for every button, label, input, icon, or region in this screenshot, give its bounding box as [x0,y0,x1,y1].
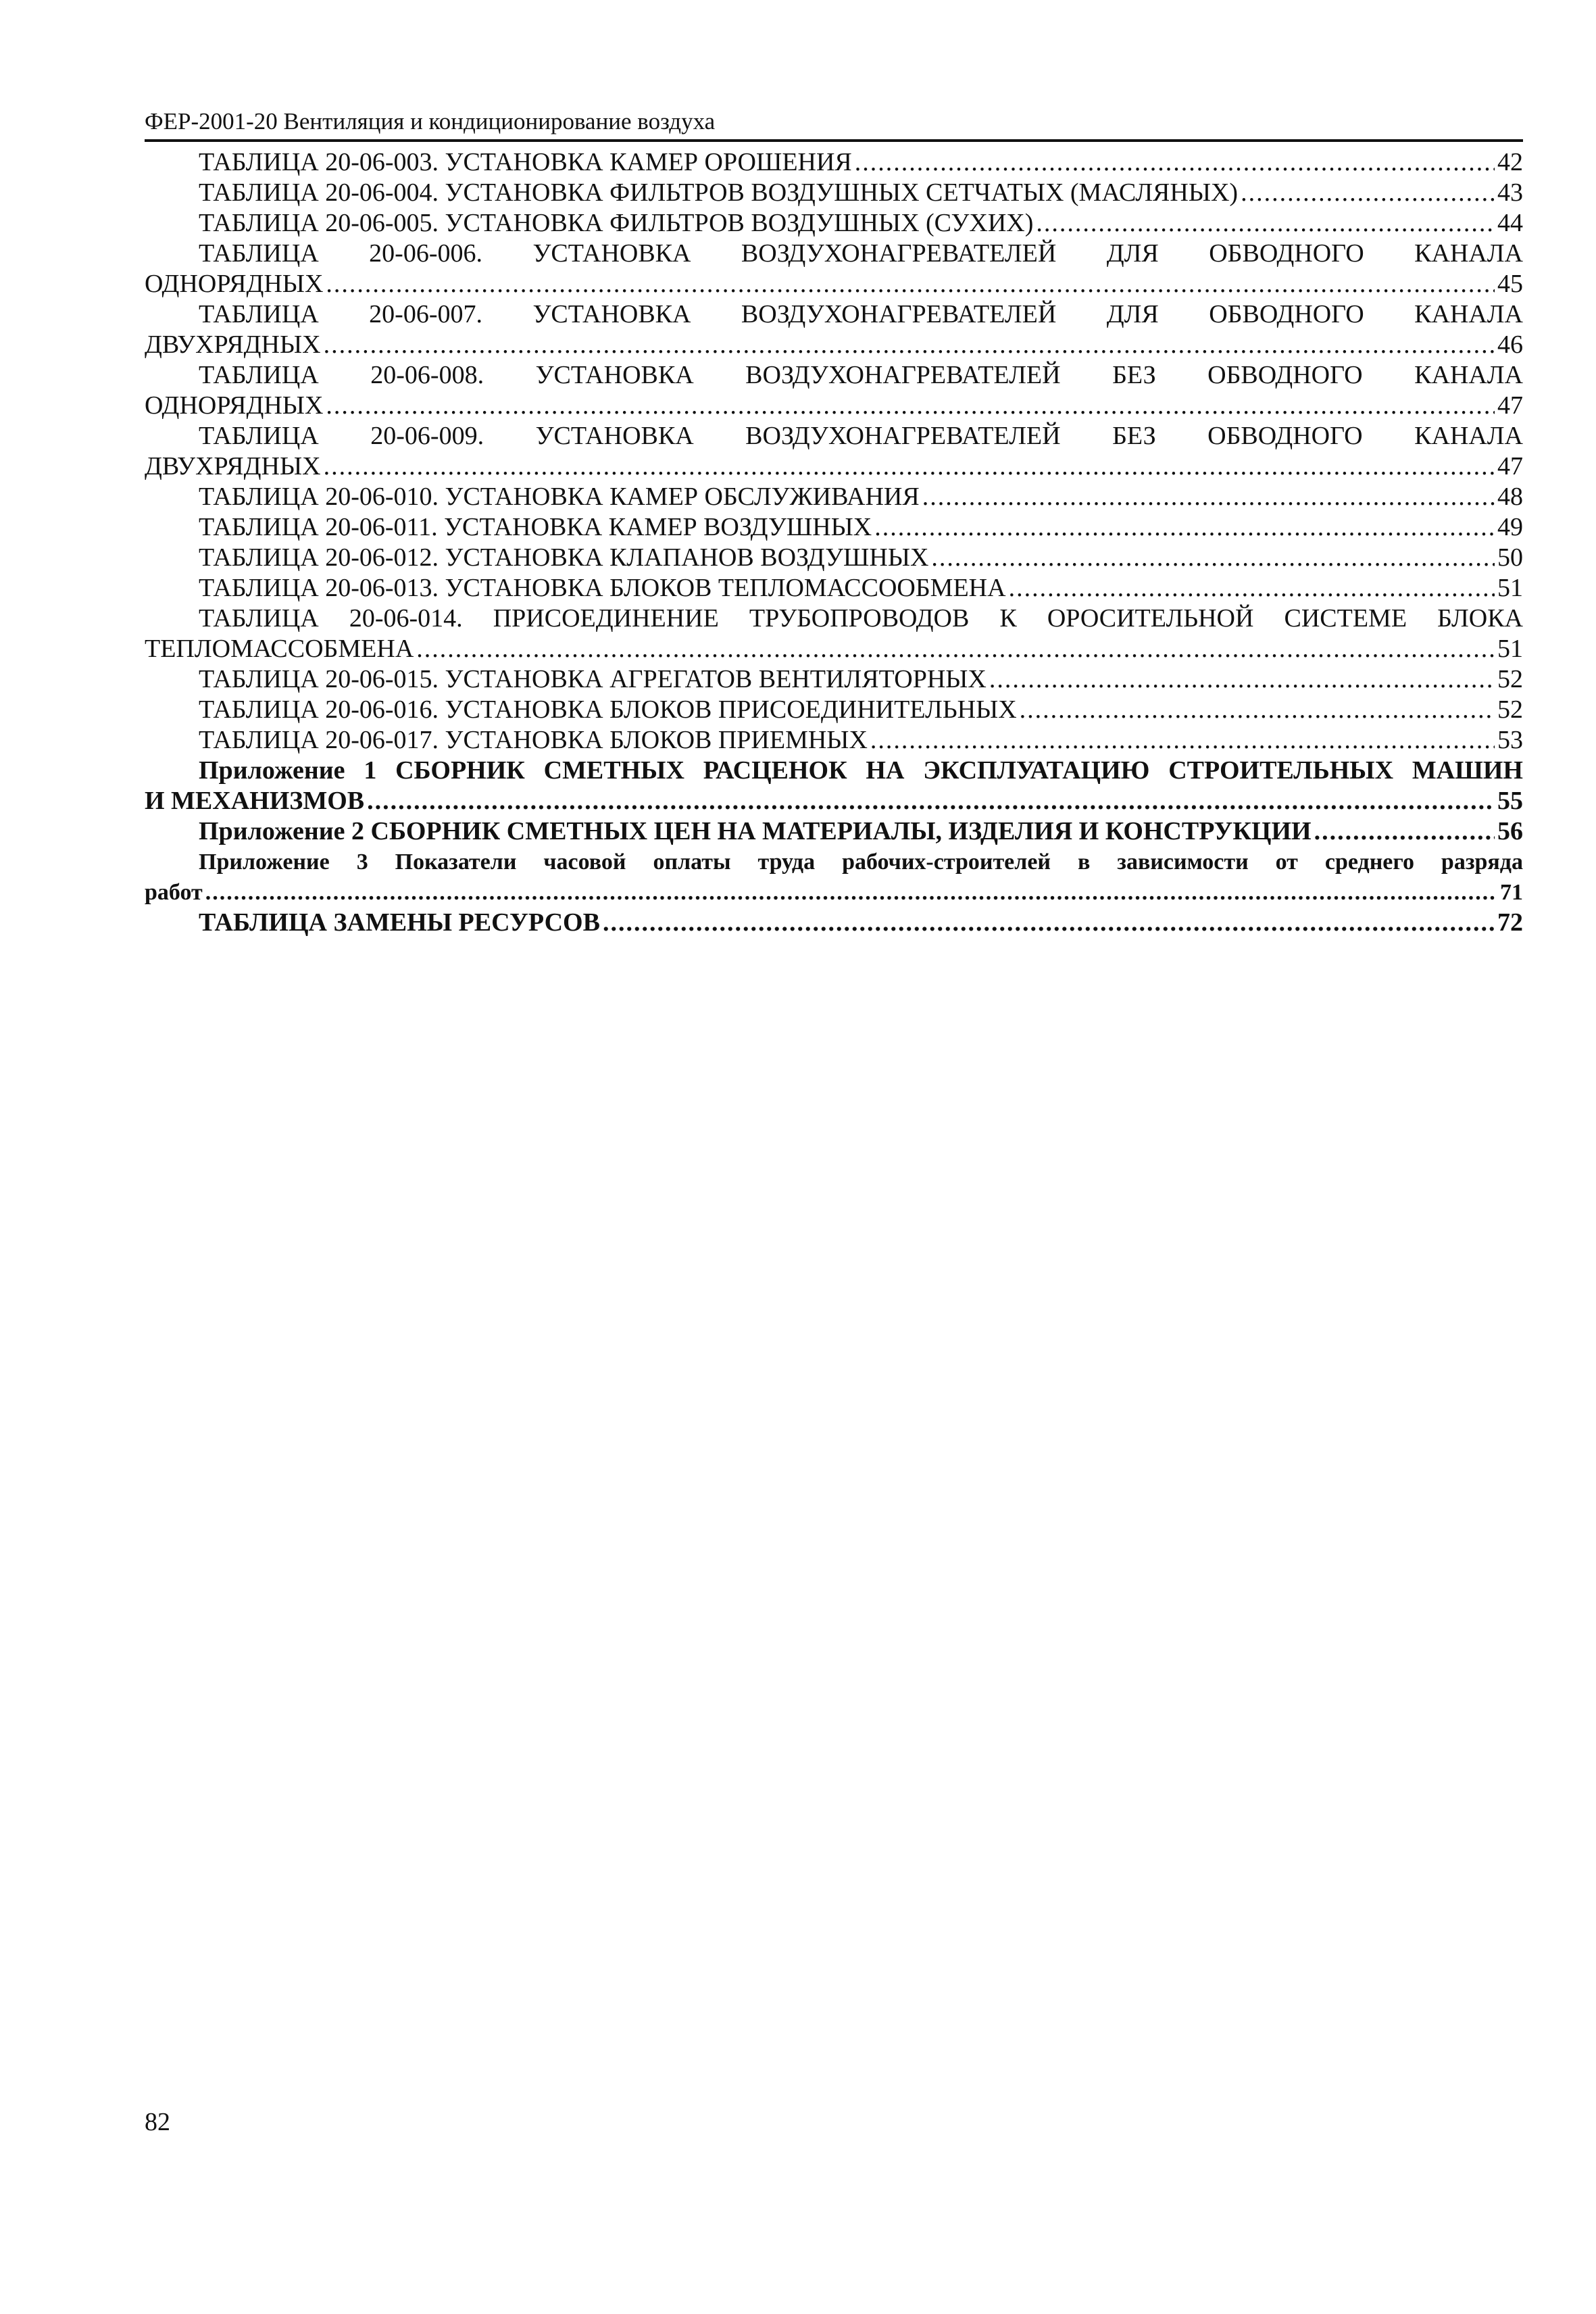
toc-entry-title: Приложение 1 СБОРНИК СМЕТНЫХ РАСЦЕНОК НА ЭКСПЛУАТАЦИЮ СТРОИТЕЛЬНЫХ МАШИН [199,756,1523,785]
toc-page-number: 55 [1497,787,1523,815]
running-header: ФЕР-2001-20 Вентиляция и кондиционирование воздуха [145,108,716,134]
dot-leader [931,543,1495,573]
toc-page-number: 51 [1497,574,1523,602]
toc-entry[interactable] [199,512,1523,543]
toc-entry-title-continuation: ОДНОРЯДНЫХ [145,391,324,420]
dot-leader [326,391,1495,421]
dot-leader [1314,816,1495,847]
toc-page-number: 48 [1497,483,1523,511]
toc-entry-title: ТАБЛИЦА 20-06-017. УСТАНОВКА БЛОКОВ ПРИЕМНЫХ [199,726,868,754]
toc-entry-title: Приложение 2 СБОРНИК СМЕТНЫХ ЦЕН НА МАТЕРИАЛЫ, ИЗДЕЛИЯ И КОНСТРУКЦИИ [199,817,1312,845]
table-of-contents [145,147,1523,938]
toc-page-number: 56 [1497,817,1523,845]
toc-entry[interactable] [199,695,1523,725]
toc-entry-title: ТАБЛИЦА 20-06-010. УСТАНОВКА КАМЕР ОБСЛУЖИВАНИЯ [199,483,920,511]
toc-entry-title-continuation: И МЕХАНИЗМОВ [145,787,365,815]
toc-entry-title: ТАБЛИЦА 20-06-006. УСТАНОВКА ВОЗДУХОНАГРЕВАТЕЛЕЙ ДЛЯ ОБВОДНОГО КАНАЛА [199,239,1523,268]
dot-leader [205,877,1497,908]
toc-page-number: 72 [1497,908,1523,937]
toc-page-number: 46 [1497,330,1523,359]
dot-leader [989,664,1495,695]
toc-entry[interactable] [199,664,1523,695]
dot-leader [326,269,1495,299]
toc-entry[interactable] [145,421,1523,482]
toc-page-number: 50 [1497,543,1523,572]
dot-leader [870,725,1495,756]
toc-entry[interactable] [145,299,1523,360]
toc-page-number: 45 [1497,270,1523,298]
dot-leader [1241,178,1495,208]
toc-entry[interactable] [145,756,1523,816]
toc-entry[interactable] [199,208,1523,239]
toc-entry[interactable] [199,147,1523,178]
dot-leader [1020,695,1495,725]
toc-entry-title: ТАБЛИЦА 20-06-003. УСТАНОВКА КАМЕР ОРОШЕНИЯ [199,148,852,176]
toc-entry-title: ТАБЛИЦА 20-06-016. УСТАНОВКА БЛОКОВ ПРИСОЕДИНИТЕЛЬНЫХ [199,695,1017,724]
toc-page-number: 47 [1497,452,1523,481]
toc-page-number: 49 [1497,513,1523,541]
dot-leader [874,512,1495,543]
toc-entry-title-continuation: ДВУХРЯДНЫХ [145,330,321,359]
dot-leader [1036,208,1495,239]
toc-entry[interactable] [199,543,1523,573]
toc-page-number: 51 [1497,635,1523,663]
toc-entry[interactable] [199,908,1523,938]
toc-entry-title: ТАБЛИЦА 20-06-004. УСТАНОВКА ФИЛЬТРОВ ВОЗДУШНЫХ СЕТЧАТЫХ (МАСЛЯНЫХ) [199,178,1239,207]
toc-entry[interactable] [199,178,1523,208]
dot-leader [603,908,1495,938]
toc-entry-title: ТАБЛИЦА 20-06-008. УСТАНОВКА ВОЗДУХОНАГРЕВАТЕЛЕЙ БЕЗ ОБВОДНОГО КАНАЛА [199,361,1523,389]
toc-entry[interactable] [199,816,1523,847]
toc-page-number: 53 [1497,726,1523,754]
dot-leader [416,634,1495,664]
toc-entry[interactable] [145,847,1523,908]
toc-page-number: 52 [1497,665,1523,693]
toc-entry-title: ТАБЛИЦА 20-06-005. УСТАНОВКА ФИЛЬТРОВ ВОЗДУШНЫХ (СУХИХ) [199,209,1034,237]
toc-entry[interactable] [145,604,1523,664]
toc-entry-title: ТАБЛИЦА 20-06-007. УСТАНОВКА ВОЗДУХОНАГРЕВАТЕЛЕЙ ДЛЯ ОБВОДНОГО КАНАЛА [199,300,1523,328]
toc-entry[interactable] [145,239,1523,299]
toc-entry[interactable] [199,725,1523,756]
dot-leader [922,482,1495,512]
dot-leader [324,330,1495,360]
toc-page-number: 43 [1497,178,1523,207]
toc-page-number: 52 [1497,695,1523,724]
toc-entry-title-continuation: ОДНОРЯДНЫХ [145,270,324,298]
header-rule [145,139,1523,142]
toc-page-number: 47 [1497,391,1523,420]
dot-leader [855,147,1495,178]
toc-entry-title: ТАБЛИЦА 20-06-009. УСТАНОВКА ВОЗДУХОНАГРЕВАТЕЛЕЙ БЕЗ ОБВОДНОГО КАНАЛА [199,422,1523,450]
toc-entry-title: ТАБЛИЦА 20-06-015. УСТАНОВКА АГРЕГАТОВ ВЕНТИЛЯТОРНЫХ [199,665,987,693]
toc-page-number: 44 [1497,209,1523,237]
toc-entry[interactable] [199,573,1523,604]
toc-entry-title: Приложение 3 Показатели часовой оплаты труда рабочих-строителей в зависимости от среднего разряда [199,850,1523,875]
dot-leader [1009,573,1495,604]
toc-entry-title: ТАБЛИЦА ЗАМЕНЫ РЕСУРСОВ [199,908,600,937]
toc-entry-title: ТАБЛИЦА 20-06-012. УСТАНОВКА КЛАПАНОВ ВОЗДУШНЫХ [199,543,929,572]
toc-entry[interactable] [199,482,1523,512]
dot-leader [324,451,1495,482]
toc-entry-title-continuation: ТЕПЛОМАССОБМЕНА [145,635,414,663]
page-number: 82 [145,2108,170,2136]
toc-page-number: 42 [1497,148,1523,176]
toc-entry-title: ТАБЛИЦА 20-06-011. УСТАНОВКА КАМЕР ВОЗДУШНЫХ [199,513,872,541]
toc-entry[interactable] [145,360,1523,421]
dot-leader [367,786,1495,816]
toc-entry-title: ТАБЛИЦА 20-06-014. ПРИСОЕДИНЕНИЕ ТРУБОПРОВОДОВ К ОРОСИТЕЛЬНОЙ СИСТЕМЕ БЛОКА [199,604,1523,633]
toc-page-number: 71 [1500,880,1523,905]
toc-entry-title: ТАБЛИЦА 20-06-013. УСТАНОВКА БЛОКОВ ТЕПЛОМАССООБМЕНА [199,574,1006,602]
toc-entry-title-continuation: работ [145,880,203,905]
toc-entry-title-continuation: ДВУХРЯДНЫХ [145,452,321,481]
